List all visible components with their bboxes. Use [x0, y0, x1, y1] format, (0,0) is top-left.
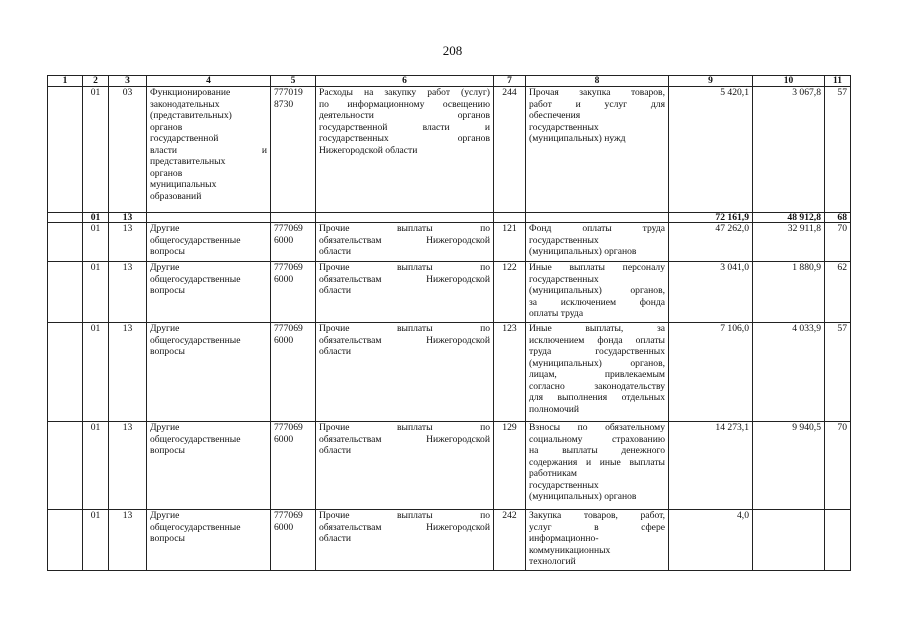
cell-section-name-line: вопросы	[150, 285, 185, 296]
cell-expense-type: 122	[494, 262, 526, 323]
cell-target-article-line: 777069	[274, 223, 303, 234]
cell-section: 01	[83, 223, 109, 262]
cell-col1	[48, 510, 83, 571]
cell-section-name-line: органов	[150, 121, 183, 133]
table-row	[48, 87, 851, 213]
cell-expense-type-name-line: Закупка товаров, работ,	[529, 510, 665, 521]
cell-expense-name-line: государственной власти и	[319, 121, 490, 133]
cell-expense-type-name-line: для выполнения отдельных	[529, 392, 665, 403]
cell-executed: 1 880,9	[753, 262, 825, 323]
cell-section-name-line: общегосударственные	[150, 521, 241, 533]
cell-planned: 72 161,9	[669, 213, 753, 223]
cell-expense-name-line: обязательствам Нижегородской	[319, 234, 490, 246]
table-row	[48, 262, 851, 323]
cell-planned: 3 041,0	[669, 262, 753, 323]
cell-expense-type-name-line: социальному страхованию	[529, 433, 665, 445]
cell-section-name-line: Другие	[150, 262, 180, 273]
cell-target-article-line: 6000	[274, 273, 294, 285]
cell-expense-type: 244	[494, 87, 526, 213]
cell-executed: 3 067,8	[753, 87, 825, 213]
cell-expense-name	[316, 87, 494, 213]
cell-expense-type-name-line: работникам	[529, 468, 577, 479]
cell-expense-name-line: обязательствам Нижегородской	[319, 433, 490, 445]
cell-percent: 70	[825, 223, 851, 262]
cell-expense-type-name-line: исключением фонда оплаты	[529, 334, 665, 346]
col-header: 4	[147, 76, 271, 87]
cell-expense-name-line: обязательствам Нижегородской	[319, 273, 490, 285]
cell-percent: 62	[825, 262, 851, 323]
cell-subsection: 13	[109, 213, 147, 223]
cell-expense-type-name-line: государственных	[529, 121, 599, 133]
cell-target-article-line: 6000	[274, 433, 294, 445]
cell-expense-type-name-line: (муниципальных) органов,	[529, 357, 665, 369]
cell-subsection: 13	[109, 510, 147, 571]
cell-expense-type-name-line: Иные выплаты персоналу	[529, 262, 665, 273]
cell-percent: 70	[825, 422, 851, 510]
cell-expense-name	[316, 323, 494, 422]
cell-expense-type-name-line: Взносы по обязательному	[529, 422, 665, 433]
cell-executed: 32 911,8	[753, 223, 825, 262]
cell-expense-type-name-line: согласно законодательству	[529, 380, 665, 392]
cell-section: 01	[83, 422, 109, 510]
cell-target-article-line: 6000	[274, 334, 294, 346]
cell-expense-name	[316, 510, 494, 571]
cell-expense-type-name-line: работ и услуг для	[529, 98, 665, 110]
col-header: 9	[669, 76, 753, 87]
cell-expense-type-name-line: (муниципальных) органов,	[529, 285, 665, 296]
cell-expense-type-name	[526, 223, 669, 262]
cell-executed: 4 033,9	[753, 323, 825, 422]
cell-col1	[48, 87, 83, 213]
cell-col1	[48, 323, 83, 422]
cell-section-name-line: власти и	[150, 144, 267, 156]
cell-section: 01	[83, 262, 109, 323]
cell-percent: 57	[825, 87, 851, 213]
cell-target-article	[271, 223, 316, 262]
cell-percent	[825, 510, 851, 571]
cell-section: 01	[83, 323, 109, 422]
col-header: 7	[494, 76, 526, 87]
col-header: 3	[109, 76, 147, 87]
cell-target-article-line: 777069	[274, 262, 303, 273]
cell-section-name-line: общегосударственные	[150, 273, 241, 285]
cell-expense-type: 121	[494, 223, 526, 262]
cell-target-article-line: 8730	[274, 98, 294, 110]
cell-section-name-line: муниципальных	[150, 179, 217, 190]
cell-expense-type-name-line: содержания и иные выплаты	[529, 456, 665, 468]
cell-executed	[753, 510, 825, 571]
cell-section-name	[147, 213, 271, 223]
cell-col1	[48, 422, 83, 510]
cell-subsection: 13	[109, 422, 147, 510]
cell-section-name-line: Другие	[150, 510, 180, 521]
cell-expense-type-name-line: информационно-	[529, 533, 599, 544]
cell-expense-type-name-line: обеспечения	[529, 110, 581, 121]
cell-planned: 5 420,1	[669, 87, 753, 213]
cell-section-name-line: вопросы	[150, 346, 185, 357]
cell-expense-name-line: по информационному освещению	[319, 98, 490, 110]
cell-expense-type	[494, 213, 526, 223]
cell-expense-type-name	[526, 422, 669, 510]
table-row	[48, 223, 851, 262]
cell-expense-type-name	[526, 262, 669, 323]
cell-expense-name-line: обязательствам Нижегородской	[319, 521, 490, 533]
table-row	[48, 323, 851, 422]
cell-expense-type-name-line: государственных	[529, 479, 599, 491]
cell-expense-name-line: деятельности органов	[319, 110, 490, 121]
page-number: 208	[442, 43, 463, 58]
cell-target-article-line: 6000	[274, 521, 294, 533]
cell-expense-type: 129	[494, 422, 526, 510]
cell-expense-name-line: Прочие выплаты по	[319, 223, 490, 234]
cell-expense-name-line: государственных органов	[319, 133, 490, 144]
cell-section-name-line: вопросы	[150, 246, 185, 257]
cell-subsection: 13	[109, 223, 147, 262]
cell-expense-type-name-line: (муниципальных) органов	[529, 491, 637, 502]
cell-subsection: 03	[109, 87, 147, 213]
cell-subsection: 13	[109, 323, 147, 422]
header-row	[48, 76, 851, 87]
cell-section: 01	[83, 213, 109, 223]
cell-section-name	[147, 510, 271, 571]
cell-target-article	[271, 213, 316, 223]
cell-expense-type-name	[526, 213, 669, 223]
col-header: 6	[316, 76, 494, 87]
cell-expense-name-line: Прочие выплаты по	[319, 323, 490, 334]
cell-target-article	[271, 262, 316, 323]
cell-expense-name	[316, 262, 494, 323]
cell-planned: 14 273,1	[669, 422, 753, 510]
col-header: 1	[48, 76, 83, 87]
cell-section-name-line: образований	[150, 190, 202, 202]
cell-expense-name-line: области	[319, 285, 352, 296]
cell-planned: 47 262,0	[669, 223, 753, 262]
cell-col1	[48, 213, 83, 223]
cell-expense-type-name-line: за исключением фонда	[529, 296, 665, 308]
cell-planned: 4,0	[669, 510, 753, 571]
cell-expense-type-name	[526, 323, 669, 422]
cell-expense-name-line: Нижегородской области	[319, 144, 418, 156]
cell-section-name-line: Функционирование	[150, 87, 231, 98]
cell-section-name-line: вопросы	[150, 533, 185, 544]
cell-expense-name-line: области	[319, 346, 352, 357]
cell-section-name-line: Другие	[150, 323, 180, 334]
col-header: 8	[526, 76, 669, 87]
cell-section-name-line: общегосударственные	[150, 433, 241, 445]
cell-target-article	[271, 422, 316, 510]
cell-section-name-line: общегосударственные	[150, 334, 241, 346]
col-header: 5	[271, 76, 316, 87]
cell-section-name-line: Другие	[150, 422, 180, 433]
cell-expense-type-name-line: полномочий	[529, 403, 580, 415]
cell-expense-type-name-line: Прочая закупка товаров,	[529, 87, 665, 98]
cell-expense-type-name-line: коммуникационных	[529, 544, 611, 556]
cell-section-name-line: общегосударственные	[150, 234, 241, 246]
cell-target-article-line: 777069	[274, 422, 303, 433]
table-row	[48, 510, 851, 571]
table-row	[48, 422, 851, 510]
cell-expense-type-name-line: труда государственных	[529, 346, 665, 357]
cell-section-name	[147, 422, 271, 510]
cell-expense-type-name	[526, 510, 669, 571]
cell-section-name-line: государственной	[150, 133, 219, 144]
cell-expense-type-name-line: (муниципальных) органов	[529, 246, 637, 257]
cell-expense-name-line: области	[319, 533, 352, 544]
cell-expense-name	[316, 422, 494, 510]
table-row	[48, 213, 851, 223]
cell-target-article	[271, 87, 316, 213]
cell-expense-type-name-line: лицам, привлекаемым	[529, 369, 665, 380]
budget-table	[47, 75, 851, 571]
cell-col1	[48, 262, 83, 323]
cell-expense-name-line: обязательствам Нижегородской	[319, 334, 490, 346]
cell-expense-name-line: Прочие выплаты по	[319, 510, 490, 521]
cell-expense-type-name-line: государственных	[529, 273, 599, 285]
col-header: 10	[753, 76, 825, 87]
cell-expense-type-name-line: технологий	[529, 556, 576, 567]
cell-section-name-line: законодательных	[150, 98, 220, 110]
cell-expense-type: 242	[494, 510, 526, 571]
cell-section-name-line: вопросы	[150, 445, 185, 456]
cell-section-name-line: представительных	[150, 156, 226, 167]
cell-expense-type-name-line: Фонд оплаты труда	[529, 223, 665, 234]
cell-expense-type-name-line: Иные выплаты, за	[529, 323, 665, 334]
cell-target-article-line: 777069	[274, 323, 303, 334]
cell-expense-type-name-line: оплаты труда	[529, 308, 584, 319]
cell-section-name	[147, 223, 271, 262]
cell-section-name	[147, 323, 271, 422]
col-header: 2	[83, 76, 109, 87]
cell-expense-type-name-line: услуг в сфере	[529, 521, 665, 533]
cell-expense-name-line: области	[319, 445, 352, 456]
cell-expense-name-line: Расходы на закупку работ (услуг)	[319, 87, 490, 98]
cell-expense-name-line: Прочие выплаты по	[319, 422, 490, 433]
cell-section: 01	[83, 87, 109, 213]
cell-planned: 7 106,0	[669, 323, 753, 422]
cell-col1	[48, 223, 83, 262]
cell-subsection: 13	[109, 262, 147, 323]
cell-section-name-line: (представительных)	[150, 110, 232, 121]
col-header: 11	[825, 76, 851, 87]
cell-expense-name-line: области	[319, 246, 352, 257]
cell-expense-type-name-line: (муниципальных) нужд	[529, 133, 626, 144]
cell-section-name-line: органов	[150, 167, 183, 179]
cell-expense-type-name-line: на выплаты денежного	[529, 445, 665, 456]
cell-section: 01	[83, 510, 109, 571]
cell-executed: 9 940,5	[753, 422, 825, 510]
cell-target-article-line: 777019	[274, 87, 303, 98]
cell-expense-name-line: Прочие выплаты по	[319, 262, 490, 273]
cell-expense-type: 123	[494, 323, 526, 422]
cell-target-article-line: 6000	[274, 234, 294, 246]
cell-section-name-line: Другие	[150, 223, 180, 234]
cell-target-article	[271, 510, 316, 571]
cell-target-article-line: 777069	[274, 510, 303, 521]
cell-executed: 48 912,8	[753, 213, 825, 223]
cell-percent: 57	[825, 323, 851, 422]
cell-section-name	[147, 262, 271, 323]
cell-expense-name	[316, 223, 494, 262]
cell-target-article	[271, 323, 316, 422]
cell-section-name	[147, 87, 271, 213]
cell-expense-type-name	[526, 87, 669, 213]
cell-expense-name	[316, 213, 494, 223]
cell-percent: 68	[825, 213, 851, 223]
table-body	[48, 87, 851, 571]
cell-expense-type-name-line: государственных	[529, 234, 599, 246]
